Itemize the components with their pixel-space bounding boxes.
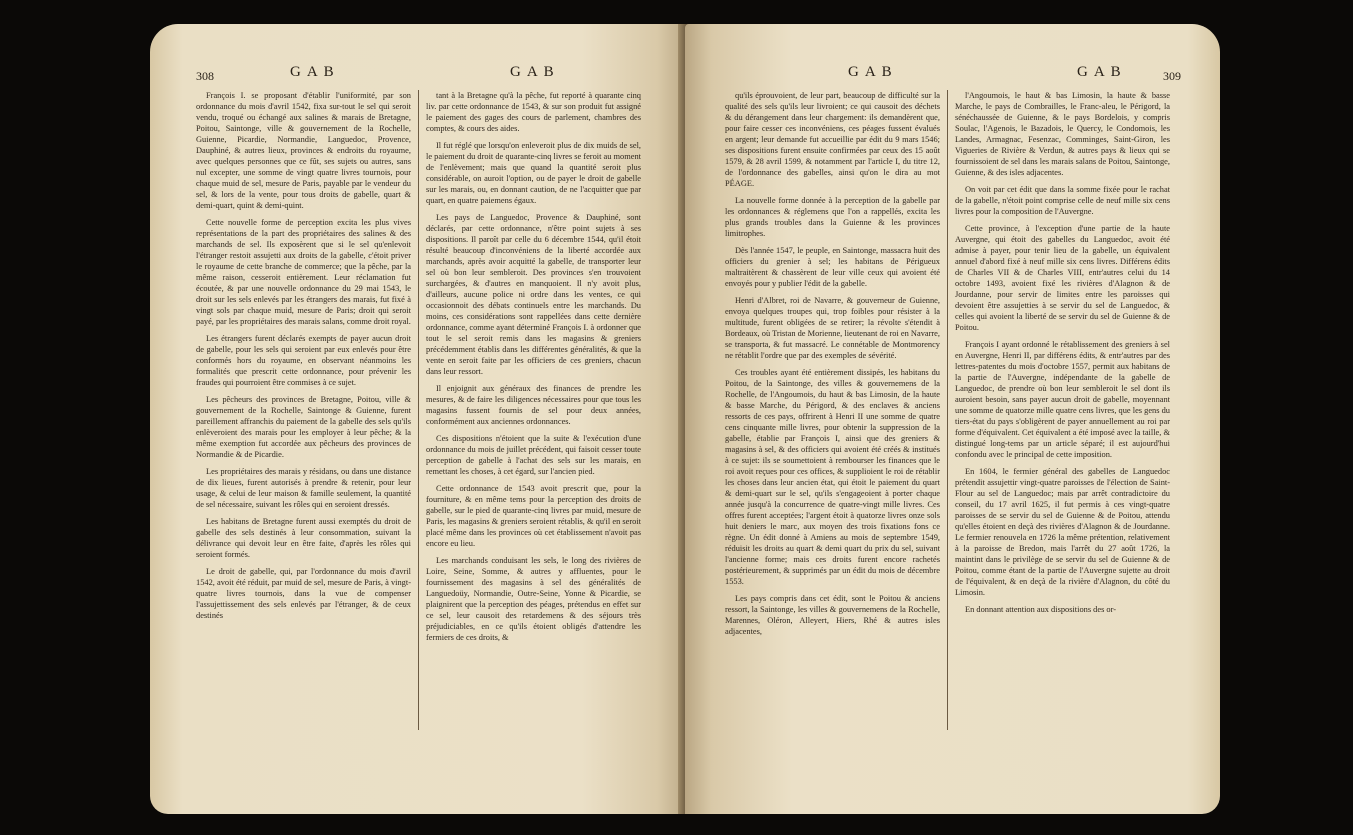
paragraph: Le droit de gabelle, qui, par l'ordonnance du mois d'avril 1542, avoit été réduit, par muid de sel, mesure de Paris, à vingt-quatre livres tournois, dans la vue de compenser l'assujettissement des sels enlevés par l'étranger, & de ceux destinés: [196, 567, 411, 620]
paragraph: Cette ordonnance de 1543 avoit prescrit que, pour la fourniture, & en même tems pour la perception des droits de gabelle, sur le pied de quarante-cinq livres par muid, mesure de Paris, les magasins & greniers seroient rétablis, & qu'il en seroit placé même dans les provinces où cet établissement n'avoit pas encore eu lieu.: [426, 484, 641, 548]
paragraph: Les pays compris dans cet édit, sont le Poitou & anciens ressort, la Saintonge, les villes & gouvernemens de la Rochelle, Marennes, Oléron, Alleyert, Hiers, Rhé & autres isles adjacentes,: [725, 594, 940, 636]
paragraph: Cette province, à l'exception d'une partie de la haute Auvergne, qui étoit des gabelles du Languedoc, avoit été admise à payer, pour tenir lieu de la gabelle, un équivalent annuel d'abord fixé à neuf mille six cens livres. Différens édits de Charles VII & de Charles VIII, entr'autres celui du 14 octobre 1493, avoient fixé les rivières d'Alagnon & de Jourdanne, pour servir de limites entre les paroisses qui devoient être assujetties à se servir du sel de Languedoc, & celles qui avoient la liberté de se servir du sel de Guienne & de Poitou.: [955, 224, 1170, 332]
left-page: [150, 24, 690, 814]
right-page-column-2: [955, 90, 1170, 621]
paragraph: Les habitans de Bretagne furent aussi exemptés du droit de gabelle des sels destinés à leur consommation, suivant la délivrance qui devoit leur en être faite, d'après les rôles qui seroient formés.: [196, 517, 411, 559]
column-rule: [947, 90, 948, 730]
running-head-left: GAB: [290, 64, 340, 80]
paragraph: Les pays de Languedoc, Provence & Dauphiné, sont déclarés, par cette ordonnance, n'être point sujets à ses dispositions. Il paroît par celle du 6 décembre 1544, qu'il étoit résulté beaucoup d'inconvéniens de la liberté accordée aux marchands, après avoir acquitté la gabelle, de transporter leur sel où bon leur sembleroit. Des provinces s'en trouvoient surchargées, & d'autres en manquoient. Il n'y avoit plus, d'ailleurs, aucune police ni ordre dans les ventes, ce qui occasionnoit des débats continuels entre les marchands. Du moins, ces considérations sont rappellées dans cette dernière ordonnance, comme ayant déterminé François I. à ordonner que tout le sel seroit remis dans les magasins & greniers précédemment établis dans les différentes généralités, & que la vente en seroit faite par les officiers de ces greniers, chacun dans leur ressort.: [426, 213, 641, 376]
paragraph: Les marchands conduisant les sels, le long des rivières de Loire, Seine, Somme, & autres y affluentes, pour le fournissement des magasins à sel des généralités de Languedoüy, Normandie, Outre-Seine, Yonne & Picardie, se plaignirent que la perception des péages, prétendus en effet sur ce sel, leur causoit des retardemens & des séjours très préjudiciables, en ce qu'ils étoient obligés d'attendre les fermiers de ces droits, &: [426, 556, 641, 642]
paragraph: Les étrangers furent déclarés exempts de payer aucun droit de gabelle, pour les sels qui seroient par eux enlevés pour être conformés hors du royaume, en observant néanmoins les formalités que prescrit cette ordonnance, pour prévenir les fraudes qui pourroient être commises à ce sujet.: [196, 334, 411, 387]
paragraph: En donnant attention aux dispositions des or-: [965, 605, 1117, 614]
paragraph: En 1604, le fermier général des gabelles de Languedoc prétendit assujettir vingt-quatre paroisses de l'élection de Saint-Flour au sel de Languedoc; mais par arrêt contradictoire du conseil, du 17 avril 1625, il fut permis à ces vingt-quatre paroisses de se servir du sel de Guienne & de Poitou, attendu qu'elles étoient en deçà des rivières d'Alagnon & de Jourdanne. Le fermier renouvela en 1726 la même prétention, relativement à la paroisse de Bredon, mais l'arrêt du 27 août 1726, la maintint dans le privilège de se servir du sel de Guienne & de Poitou, comme étant de la partie de l'Auvergne sujette au droit de l'équivalent, & en deçà de la rivière d'Alagnon, du côté du Limosin.: [955, 467, 1170, 597]
paragraph: l'Angoumois, le haut & bas Limosin, la haute & basse Marche, le pays de Combrailles, le Franc-aleu, le Périgord, la sénéchaussée de Guienne, & le pays Bordelois, y compris Soulac, l'Agenois, le Bazadois, le Quercy, le Condomois, les Landes, Armagnac, Fesenzac, Comminges, Saint-Giron, les Vigueries de Rivière & Verdun, & autres pays & lieux qui se fournissoient de sel dans les marais salans de Poitou, Saintonge, Guienne, & des isles adjacentes.: [955, 91, 1170, 177]
paragraph: tant à la Bretagne qu'à la pêche, fut reporté à quarante cinq liv. par cette ordonnance de 1543, & sur son produit fut assigné le paiement des gages des cours de parlement, chambres des comptes, & cours des aides.: [426, 91, 641, 133]
left-page-column-2: [426, 90, 641, 649]
paragraph: François I. se proposant d'établir l'uniformité, par son ordonnance du mois d'avril 1542, fixa sur-tout le sel qui seroit vendu, troqué ou échangé aux salines & marais de Bretagne, Poitou, Saintonge, ville & gouvernement de la Rochelle, Guienne, Picardie, Normandie, Languedoc, Provence, Dauphiné, & autres lieux, provinces & endroits du royaume, avec quelques personnes que ce fût, ses sujets ou autres, sans nul excepter, une somme de vingt quatre livres tournois, pour chaque muid de sel, mesure de Paris, payable par le vendeur du sel, & lors de la vente, pour tous droits de gabelle, quart & demi-quart, quint & demi-quint.: [196, 91, 411, 210]
paragraph: Ces troubles ayant été entièrement dissipés, les habitans du Poitou, de la Saintonge, des villes & gouvernemens de la Rochelle, de l'Angoumois, du haut & bas Limosin, de la haute & basse Marche, du Périgord, & des enclaves & anciens ressorts de ces pays, offrirent à Henri II une somme de quatre cens cinquante mille livres, pour obtenir la suppression de la gabelle, établie par François I, ainsi que des greniers & magasins à sel, & des officiers qui avoient été créés & institués à ce sujet: ils se soumettoient à rembourser les finances que le roi avoit reçues pour ces offices, & supplioient le roi de rétablir les choses dans leur ancien état, qui étoit le paiement du quart & demi-quart sur le sel, qu'ils s'engageoient à porter chaque année jusqu'à la concurrence de quatre-vingt mille livres. Ces offres furent acceptées; l'argent étoit à quatorze livres onze sols huit deniers le marc, aux moyen des trois fixations fons ce règne. Un édit donné à Amiens au mois de septembre 1549, réduisit les droits au quart & demi quart du prix du sel, suivant l'ancienne forme; mais ces droits furent encore rachetés postérieurement, & supprimés par un édit du mois de décembre 1553.: [725, 368, 940, 586]
paragraph: qu'ils éprouvoient, de leur part, beaucoup de difficulté sur la qualité des sels qu'ils leur livroient; ce qui causoit des déchets & du dérangement dans leur chargement: ils demandèrent que, pour faire cesser ces inconvéniens, ces péages fussent évalués en argent; leur demande fut accueillie par édit du 9 mars 1546; ses dispositions furent ensuite confirmées par ceux des 15 août 1579, & 28 avril 1599, & notamment par l'article I, du titre 12, de l'ordonnance des gabelles, ainsi qu'on le dira au mot PÉAGE.: [725, 91, 940, 188]
left-page-column-1: [196, 90, 411, 627]
paragraph: On voit par cet édit que dans la somme fixée pour le rachat de la gabelle, n'étoit point comprise celle de neuf mille six cens livres pour la composition de l'Auvergne.: [955, 185, 1170, 216]
paragraph: Cette nouvelle forme de perception excita les plus vives représentations de la part des propriétaires des salines & des marchands de sel. Ils exposèrent que si le sel qu'enlevoit l'étranger restoit assujetti aux droits de la gabelle, c'étoit priver le royaume de cette branche de commerce; que la pêche, par la même raison, cesseroit entièrement. Leur réclamation fut écoutée, & par une nouvelle ordonnance du 29 mai 1543, le droit sur les sels enlevés par les étrangers des marais, fut fixé à vingt sols par chaque muid, mesure de Paris; droit qui seroit payé, par les propriétaires des marais salans, comme droit royal.: [196, 218, 411, 326]
paragraph: La nouvelle forme donnée à la perception de la gabelle par les ordonnances & réglemens que l'on a rappellés, excita les plus grands troubles dans la Guienne & les provinces limitrophes.: [725, 196, 940, 238]
running-head-right: GAB: [848, 64, 898, 80]
paragraph: Dès l'année 1547, le peuple, en Saintonge, massacra huit des officiers du grenier à sel; les habitans de Périgueux maltraitèrent & chassèrent de leur ville ceux qui avoient été envoyés pour y publier l'édit de la gabelle.: [725, 246, 940, 288]
page-number-left: 308: [196, 69, 214, 83]
paragraph: Les propriétaires des marais y résidans, ou dans une distance de dix lieues, furent autorisés à prendre & retenir, pour leur usage, & celui de leur maison & famille seulement, la quantité de sel nécessaire, suivant les rôles qui en seroient dressés.: [196, 467, 411, 509]
paragraph: François I ayant ordonné le rétablissement des greniers à sel en Auvergne, Henri II, par différens édits, & entr'autres par des lettres-patentes du mois d'octobre 1557, permit aux habitans de la partie de l'Auvergne, indépendante de la gabelle de Languedoc, de prendre où bon leur sembleroit le sel dont ils auroient besoin, sans payer aucun droit de gabelle, moyennant une somme de quatorze mille quatre cens livres, que les gens du tiers-état du pays s'obligèrent de payer annuellement au roi par forme d'équivalent. Cet équivalent a été imposé avec la taille, & distingué long-tems par un article séparé; il est aujourd'hui confondu avec le principal de cette imposition.: [955, 340, 1170, 459]
paragraph: Il enjoignit aux généraux des finances de prendre les mesures, & de faire les diligences nécessaires pour que tous les magasins fussent fournis de sel pour deux années, conformément aux anciennes ordonnances.: [426, 384, 641, 426]
right-page-column-1: [725, 90, 940, 643]
right-page: [685, 24, 1220, 814]
paragraph: Les pêcheurs des provinces de Bretagne, Poitou, ville & gouvernement de la Rochelle, Saintonge & Guienne, furent pareillement affranchis du paiement de la gabelle des sels qu'ils enlèveroient des marais pour les employer à leur pêche; & la même exemption fut accordée aux pêcheurs des provinces de Normandie & de Picardie.: [196, 395, 411, 459]
paragraph: Henri d'Albret, roi de Navarre, & gouverneur de Guienne, envoya quelques troupes qui, trop foibles pour résister à la multitude, furent obligées de se retirer; la révolte s'étendit à Bordeaux, où Tristan de Morienne, lieutenant de roi en Navarre, se transporta, & fut massacré. Le connétable de Montmorency ne rétablit l'ordre que par des exemples de sévérité.: [725, 296, 940, 360]
paragraph: Ces dispositions n'étoient que la suite & l'exécution d'une ordonnance du mois de juillet précédent, qui faisoit cesser toute perception de gabelle à l'achat des sels sur les marais, en remettant les choses, à cet égard, sur l'ancien pied.: [426, 434, 641, 476]
open-book: [150, 24, 1220, 824]
column-rule: [418, 90, 419, 730]
running-head-right-2: GAB: [1077, 64, 1127, 80]
running-head-left-2: GAB: [510, 64, 560, 80]
paragraph: Il fut réglé que lorsqu'on enleveroit plus de dix muids de sel, le paiement du droit de quarante-cinq livres se feroit au moment de l'enlèvement; mais que quand la quantité seroit plus considérable, on auroit l'option, ou de payer le droit de gabelle sur les marais, ou, en donnant caution, de ne l'acquitter que par quart, en quatre paiemens égaux.: [426, 141, 641, 205]
page-number-right: 309: [1163, 69, 1181, 83]
